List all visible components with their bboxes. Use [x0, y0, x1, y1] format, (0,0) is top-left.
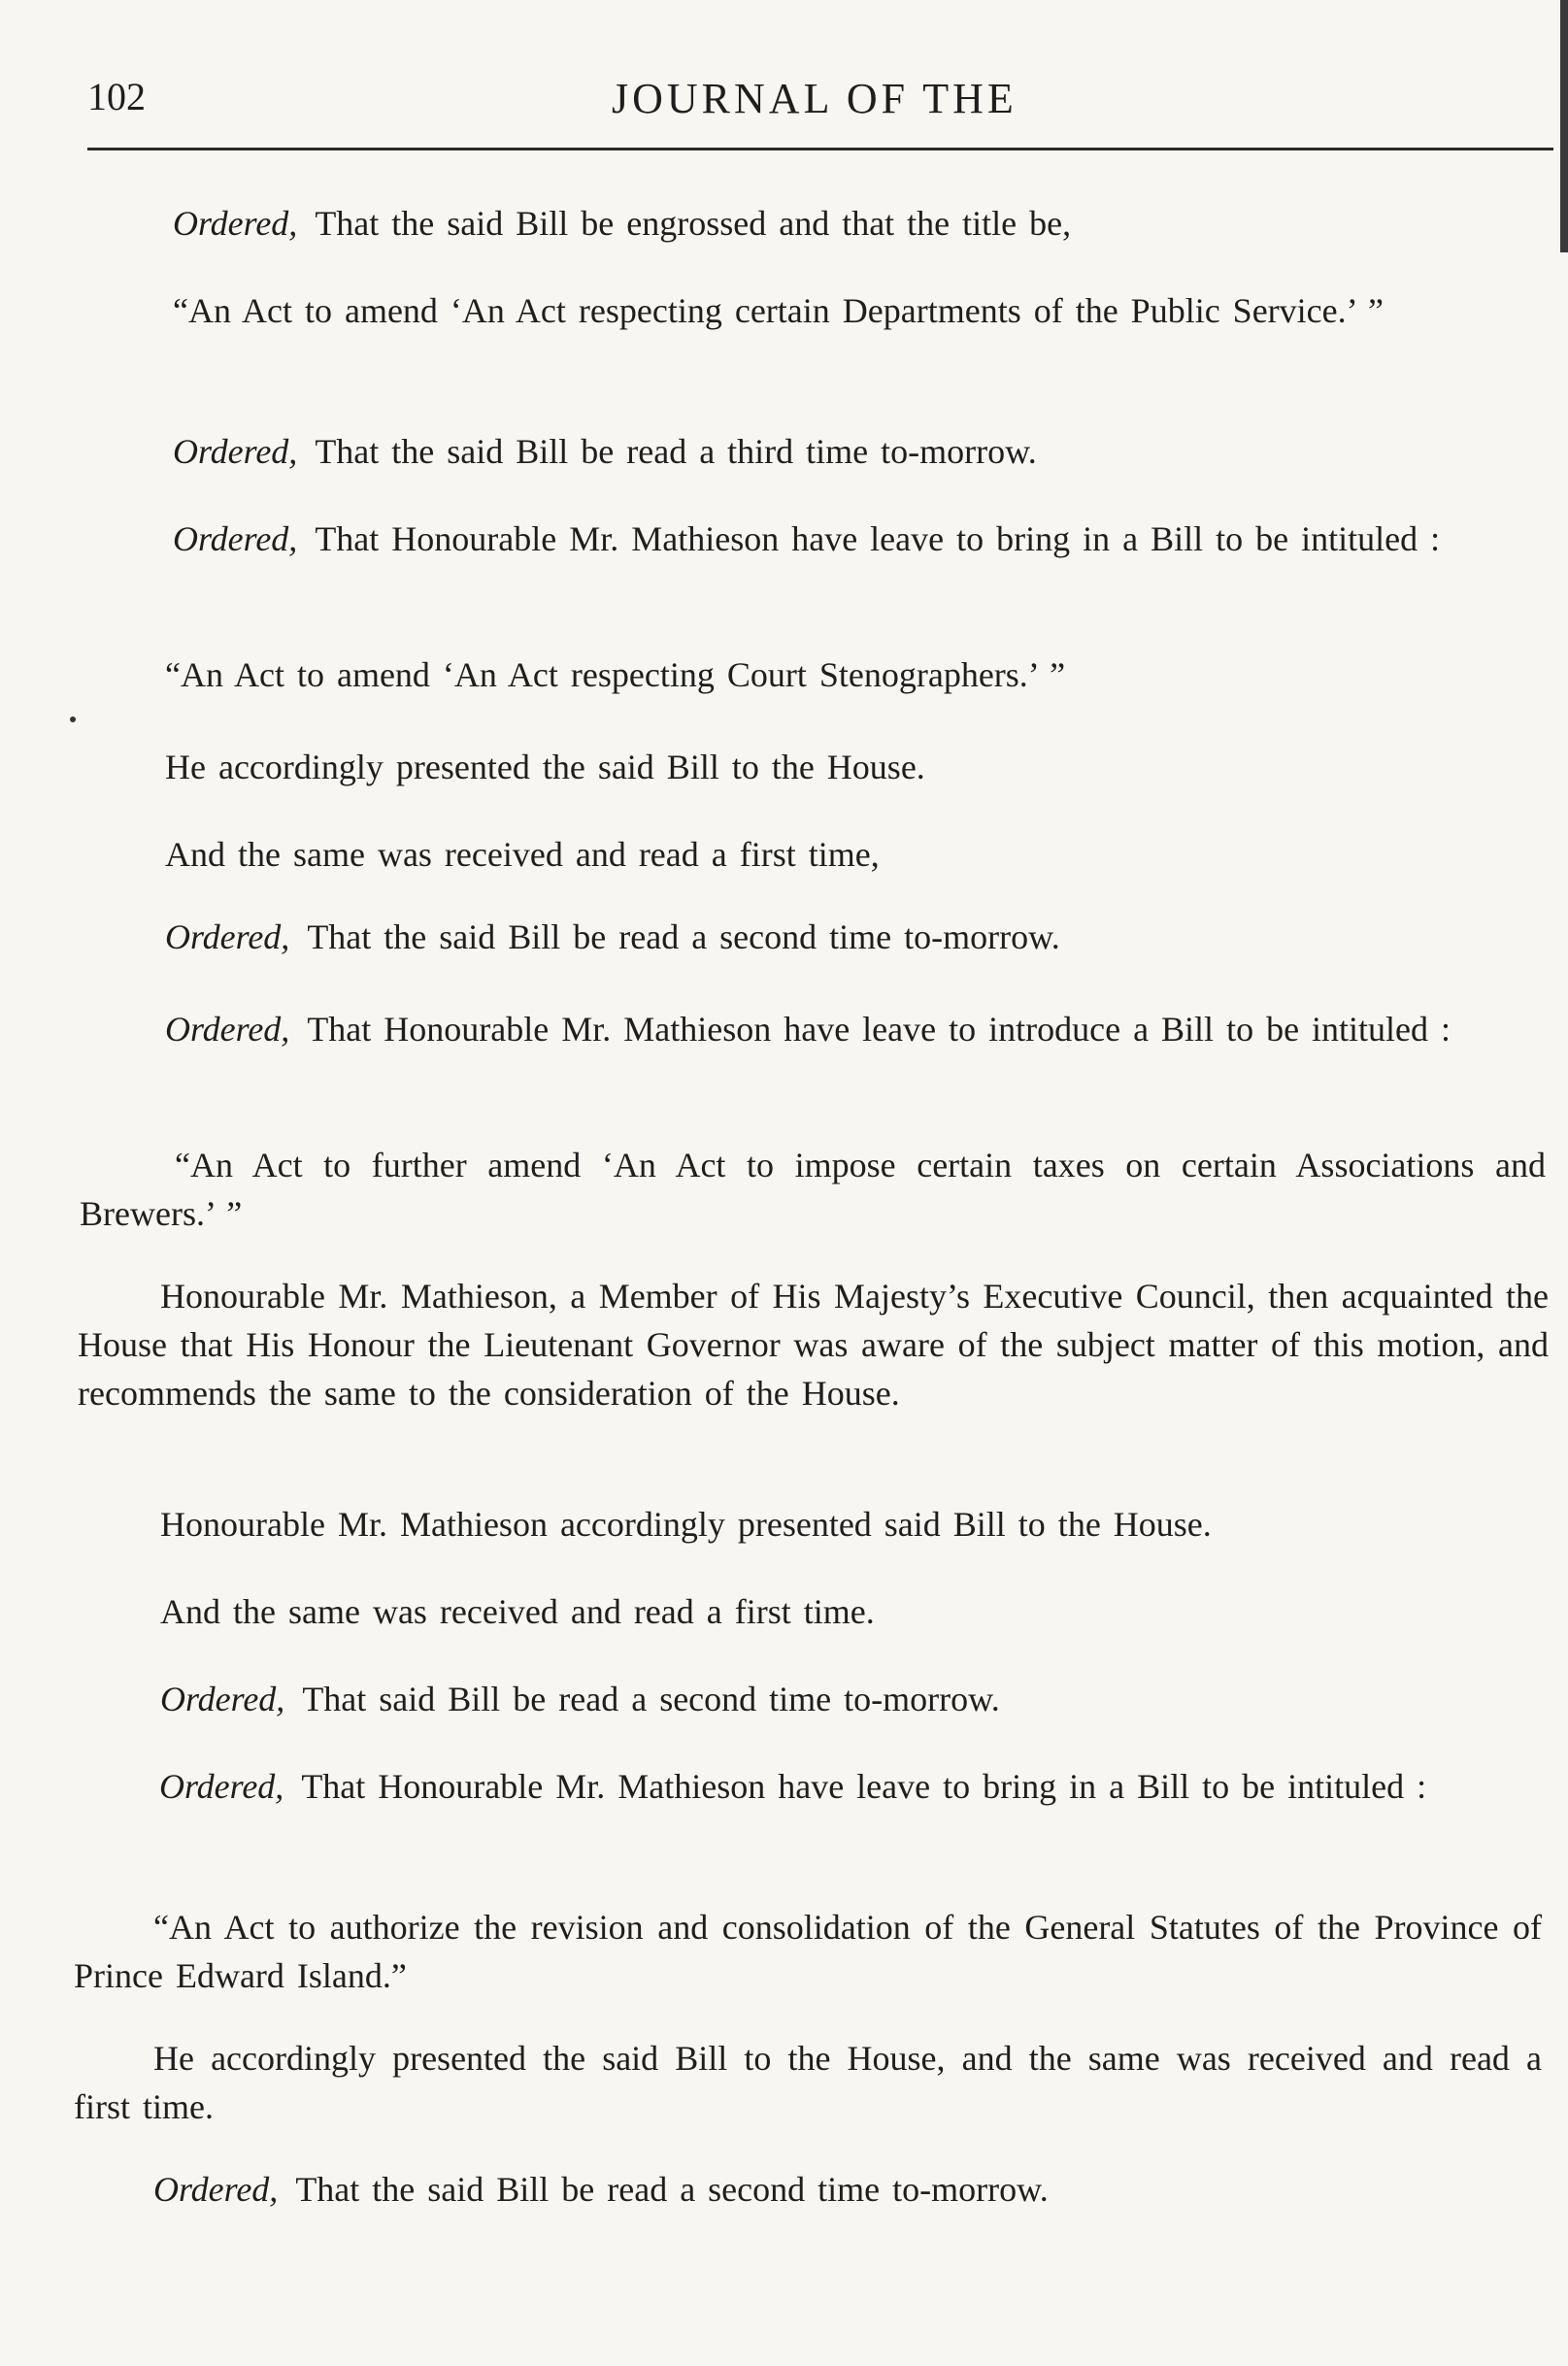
paragraph-2 — [87, 286, 1558, 335]
paragraph-text: “An Act to amend ‘An Act respecting certain Departments of the Public Service.’ ” — [173, 291, 1384, 330]
ordered-label: Ordered, — [159, 1767, 284, 1806]
paragraph-text: That Honourable Mr. Mathieson have leave to introduce a Bill to be intituled : — [307, 1010, 1451, 1049]
paragraph-12 — [78, 1500, 1544, 1549]
paragraph-10 — [80, 1141, 1546, 1238]
paragraph-text: “An Act to further amend ‘An Act to impose certain taxes on certain Associations and Brewers.’ ” — [80, 1146, 1546, 1233]
paragraph-6 — [87, 743, 1544, 791]
paragraph-text: That the said Bill be engrossed and that the title be, — [315, 204, 1072, 243]
paragraph-text: That Honourable Mr. Mathieson have leave to bring in a Bill to be intituled : — [315, 519, 1441, 558]
paragraph-5 — [87, 650, 1544, 699]
paragraph-text: “An Act to authorize the revision and consolidation of the General Statutes of the Province of Prince Edward Island.” — [74, 1908, 1542, 1995]
paragraph-text: That the said Bill be read a second time to-morrow. — [295, 2170, 1049, 2209]
paragraph-text: “An Act to amend ‘An Act respecting Court Stenographers.’ ” — [165, 655, 1066, 694]
paragraph-text: That said Bill be read a second time to-morrow. — [302, 1680, 1000, 1718]
paragraph-text: That the said Bill be read a third time to-morrow. — [315, 432, 1037, 471]
paragraph-17 — [74, 2034, 1542, 2131]
paragraph-text: That Honourable Mr. Mathieson have leave to bring in a Bill to be intituled : — [301, 1767, 1427, 1806]
paragraph-4 — [87, 515, 1553, 563]
paragraph-text: Honourable Mr. Mathieson accordingly presented said Bill to the House. — [160, 1505, 1212, 1544]
paragraph-3 — [87, 427, 1544, 476]
ordered-label: Ordered, — [165, 1010, 290, 1049]
paragraph-14 — [78, 1675, 1544, 1723]
paragraph-11 — [78, 1272, 1549, 1417]
paragraph-text: That the said Bill be read a second time to-morrow. — [307, 917, 1060, 956]
paragraph-16 — [74, 1903, 1542, 2000]
paragraph-1 — [87, 199, 1544, 248]
paragraph-text: He accordingly presented the said Bill to the House. — [165, 748, 925, 786]
paragraph-text: Honourable Mr. Mathieson, a Member of His Majesty’s Executive Council, then acquainted the House that His Honour the Lieutenant Governor was aware of the subject matter of this motion, and recommends the same to the consideration of the House. — [78, 1277, 1549, 1413]
paragraph-13 — [78, 1587, 1544, 1636]
ordered-label: Ordered, — [173, 519, 298, 558]
paragraph-text: And the same was received and read a first time, — [165, 835, 880, 874]
running-title: JOURNAL OF THE — [612, 75, 1018, 122]
paragraph-15 — [74, 1762, 1542, 1811]
page-edge-shadow — [1560, 0, 1568, 252]
header-rule — [87, 148, 1553, 150]
paragraph-18 — [74, 2165, 1542, 2214]
paragraph-text: He accordingly presented the said Bill to the House, and the same was received and read a first time. — [74, 2039, 1542, 2126]
paragraph-9 — [80, 1005, 1546, 1053]
ordered-label: Ordered, — [165, 917, 290, 956]
ordered-label: Ordered, — [173, 204, 298, 243]
ordered-label: Ordered, — [173, 432, 298, 471]
ordered-label: Ordered, — [160, 1680, 285, 1718]
paragraph-text: And the same was received and read a first time. — [160, 1592, 875, 1631]
stray-mark — [70, 716, 76, 722]
ordered-label: Ordered, — [153, 2170, 279, 2209]
page-header — [87, 68, 1560, 126]
page-number: 102 — [87, 75, 146, 118]
paragraph-8 — [87, 913, 1544, 961]
paragraph-7 — [87, 830, 1544, 879]
